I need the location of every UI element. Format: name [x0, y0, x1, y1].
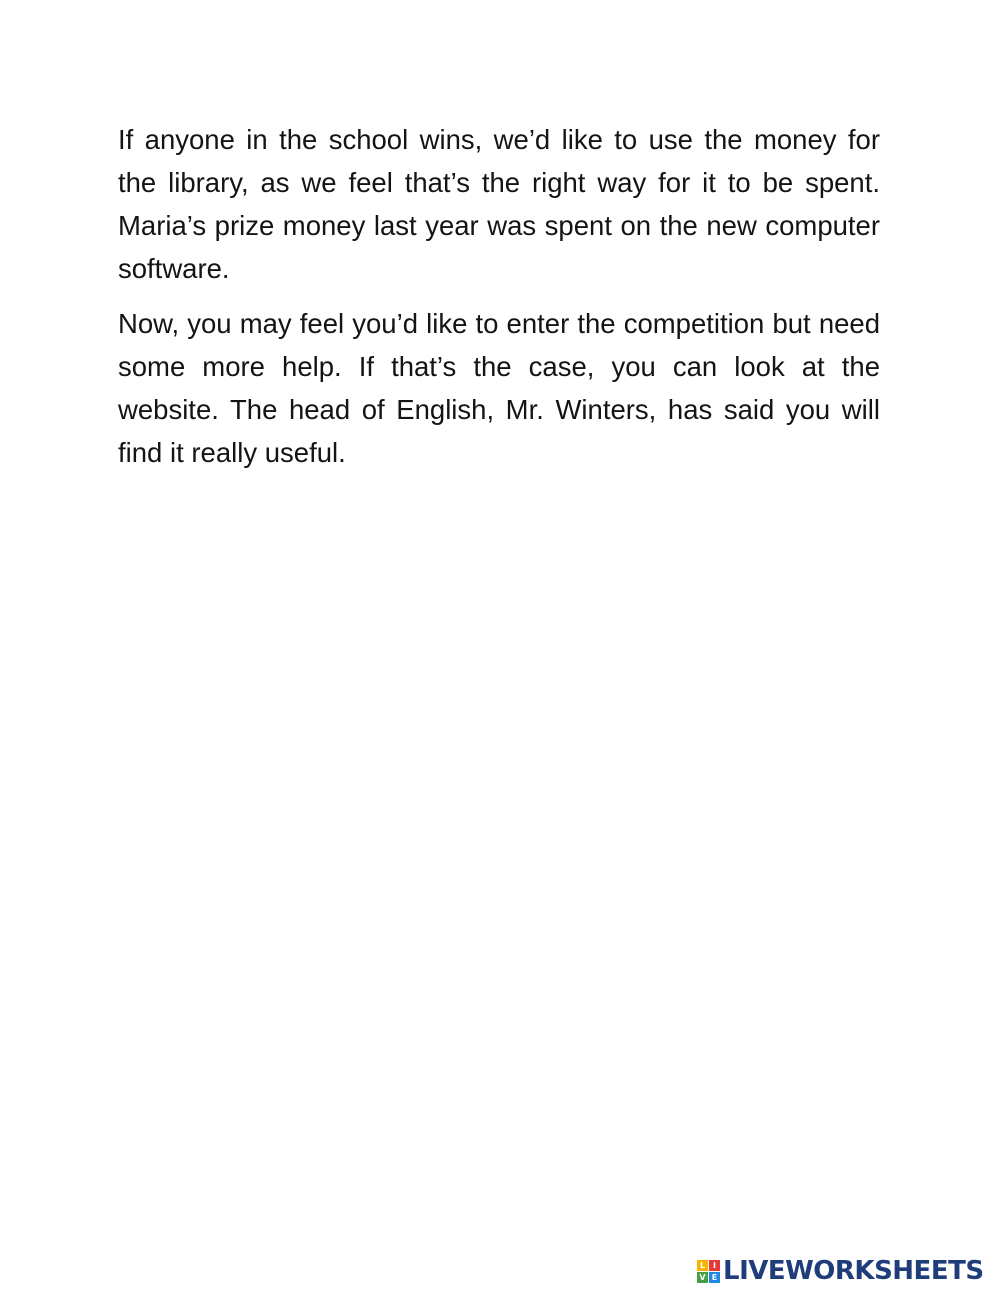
- logo-mark-cell-v: V: [697, 1272, 708, 1283]
- logo-mark-cell-l: L: [697, 1260, 708, 1271]
- paragraph-1: If anyone in the school wins, we’d like to use the money for the library, as we feel that’s the right way for it to be spent. Maria’s prize money last year was spent on the new computer software.: [118, 124, 880, 284]
- logo-text: LIVEWORKSHEETS: [723, 1256, 984, 1286]
- paragraph-2: Now, you may feel you’d like to enter the competition but need some more help. If that’s the case, you can look at the website. The head of English, Mr. Winters, has said you will find it really useful.: [118, 308, 880, 468]
- reading-text: [118, 118, 880, 486]
- logo-mark-icon: [697, 1260, 720, 1283]
- logo-mark-cell-i: I: [709, 1260, 720, 1271]
- logo-mark-cell-e: E: [709, 1272, 720, 1283]
- liveworksheets-logo: [697, 1256, 984, 1286]
